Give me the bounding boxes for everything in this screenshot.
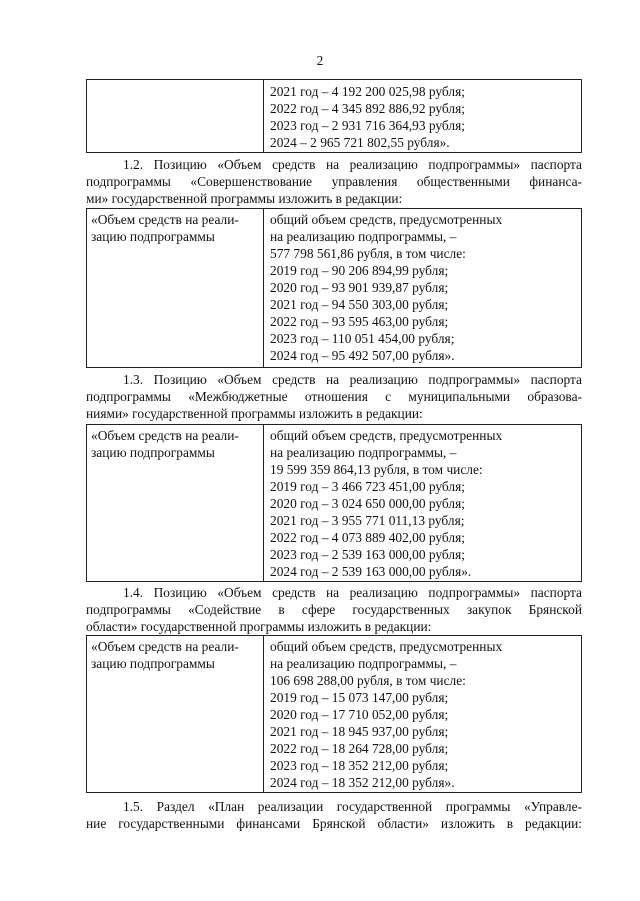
paragraph-1-3 — [86, 371, 582, 422]
top-table-line: 2023 год – 2 931 716 364,93 рубля; — [270, 118, 465, 133]
table-right-line: 2019 год – 15 073 147,00 рубля; — [270, 690, 449, 705]
table-right-line: на реализацию подпрограммы, – — [270, 229, 457, 244]
table-left-line: зацию подпрограммы — [91, 445, 215, 460]
paragraph-line: ние государственными финансами Брянской области» изложить в редакции: — [86, 816, 582, 831]
table-right-line: общий объем средств, предусмотренных — [270, 428, 503, 443]
table-right-line: общий объем средств, предусмотренных — [270, 639, 503, 654]
paragraph-1-2 — [86, 156, 582, 207]
table-left-cell — [87, 209, 264, 367]
table-right-line: 2024 год – 2 539 163 000,00 рубля». — [270, 564, 472, 579]
table-right-line: 2020 год – 17 710 052,00 рубля; — [270, 707, 449, 722]
table-right-line: 2022 год – 4 073 889 402,00 рубля; — [270, 530, 465, 545]
top-table-line: 2024 – 2 965 721 802,55 рубля». — [270, 135, 450, 150]
table-right-line: 2020 год – 3 024 650 000,00 рубля; — [270, 496, 465, 511]
paragraph-1-5 — [86, 798, 582, 832]
paragraph-line: 1.2. Позицию «Объем средств на реализацию подпрограммы» паспорта — [123, 157, 582, 172]
paragraph-line: 1.5. Раздел «План реализации государственной программы «Управле- — [123, 799, 582, 814]
table-right-line: 2023 год – 18 352 212,00 рубля; — [270, 758, 449, 773]
top-table-right-cell — [264, 80, 581, 152]
table-left-line: зацию подпрограммы — [91, 229, 215, 244]
table-right-line: 2024 год – 18 352 212,00 рубля». — [270, 775, 455, 790]
table-right-line: 2021 год – 3 955 771 011,13 рубля; — [270, 513, 465, 528]
page-number: 2 — [316, 53, 324, 68]
table-right-line: 2019 год – 3 466 723 451,00 рубля; — [270, 479, 465, 494]
table-left-line: «Объем средств на реали- — [91, 428, 239, 443]
table-right-cell — [264, 209, 581, 367]
table-right-line: 19 599 359 864,13 рубля, в том числе: — [270, 462, 483, 477]
paragraph-line: подпрограммы «Межбюджетные отношения с муниципальными образова- — [86, 389, 582, 404]
table-left-line: «Объем средств на реали- — [91, 639, 239, 654]
table-right-cell — [264, 636, 581, 792]
top-table-line: 2022 год – 4 345 892 886,92 рубля; — [270, 101, 465, 116]
table-right-line: 2021 год – 94 550 303,00 рубля; — [270, 297, 449, 312]
top-table-left-cell — [87, 80, 264, 152]
table-right-line: 2022 год – 93 595 463,00 рубля; — [270, 314, 449, 329]
paragraph-line: 1.3. Позицию «Объем средств на реализацию подпрограммы» паспорта — [123, 372, 582, 387]
paragraph-1-4 — [86, 584, 582, 635]
paragraph-line: подпрограммы «Содействие в сфере государственных закупок Брянской — [86, 602, 582, 617]
table-right-line: общий объем средств, предусмотренных — [270, 212, 503, 227]
table-right-line: 2024 год – 95 492 507,00 рубля». — [270, 348, 455, 363]
table-left-cell — [87, 636, 264, 792]
table-right-line: 2023 год – 2 539 163 000,00 рубля; — [270, 547, 465, 562]
table-1-3 — [86, 424, 582, 582]
table-1-2 — [86, 208, 582, 368]
table-right-line: 106 698 288,00 рубля, в том числе: — [270, 673, 466, 688]
paragraph-line: ми» государственной программы изложить в редакции: — [86, 191, 403, 206]
table-right-line: 2023 год – 110 051 454,00 рубля; — [270, 331, 455, 346]
table-1-4 — [86, 635, 582, 793]
top-table-line: 2021 год – 4 192 200 025,98 рубля; — [270, 84, 465, 99]
table-left-line: зацию подпрограммы — [91, 656, 215, 671]
table-right-line: на реализацию подпрограммы, – — [270, 656, 457, 671]
table-left-cell — [87, 425, 264, 581]
table-right-line: 2022 год – 18 264 728,00 рубля; — [270, 741, 449, 756]
paragraph-line: ниями» государственной программы изложить в редакции: — [86, 406, 423, 421]
table-right-line: 577 798 561,86 рубля, в том числе: — [270, 246, 466, 261]
table-left-line: «Объем средств на реали- — [91, 212, 239, 227]
table-right-cell — [264, 425, 581, 581]
paragraph-line: 1.4. Позицию «Объем средств на реализацию подпрограммы» паспорта — [123, 585, 582, 600]
table-right-line: 2020 год – 93 901 939,87 рубля; — [270, 280, 449, 295]
table-right-line: 2019 год – 90 206 894,99 рубля; — [270, 263, 449, 278]
paragraph-line: области» государственной программы изложить в редакции: — [86, 619, 432, 634]
table-right-line: на реализацию подпрограммы, – — [270, 445, 457, 460]
paragraph-line: подпрограммы «Совершенствование управления общественными финанса- — [86, 174, 582, 189]
top-continuation-table — [86, 79, 582, 153]
table-right-line: 2021 год – 18 945 937,00 рубля; — [270, 724, 449, 739]
